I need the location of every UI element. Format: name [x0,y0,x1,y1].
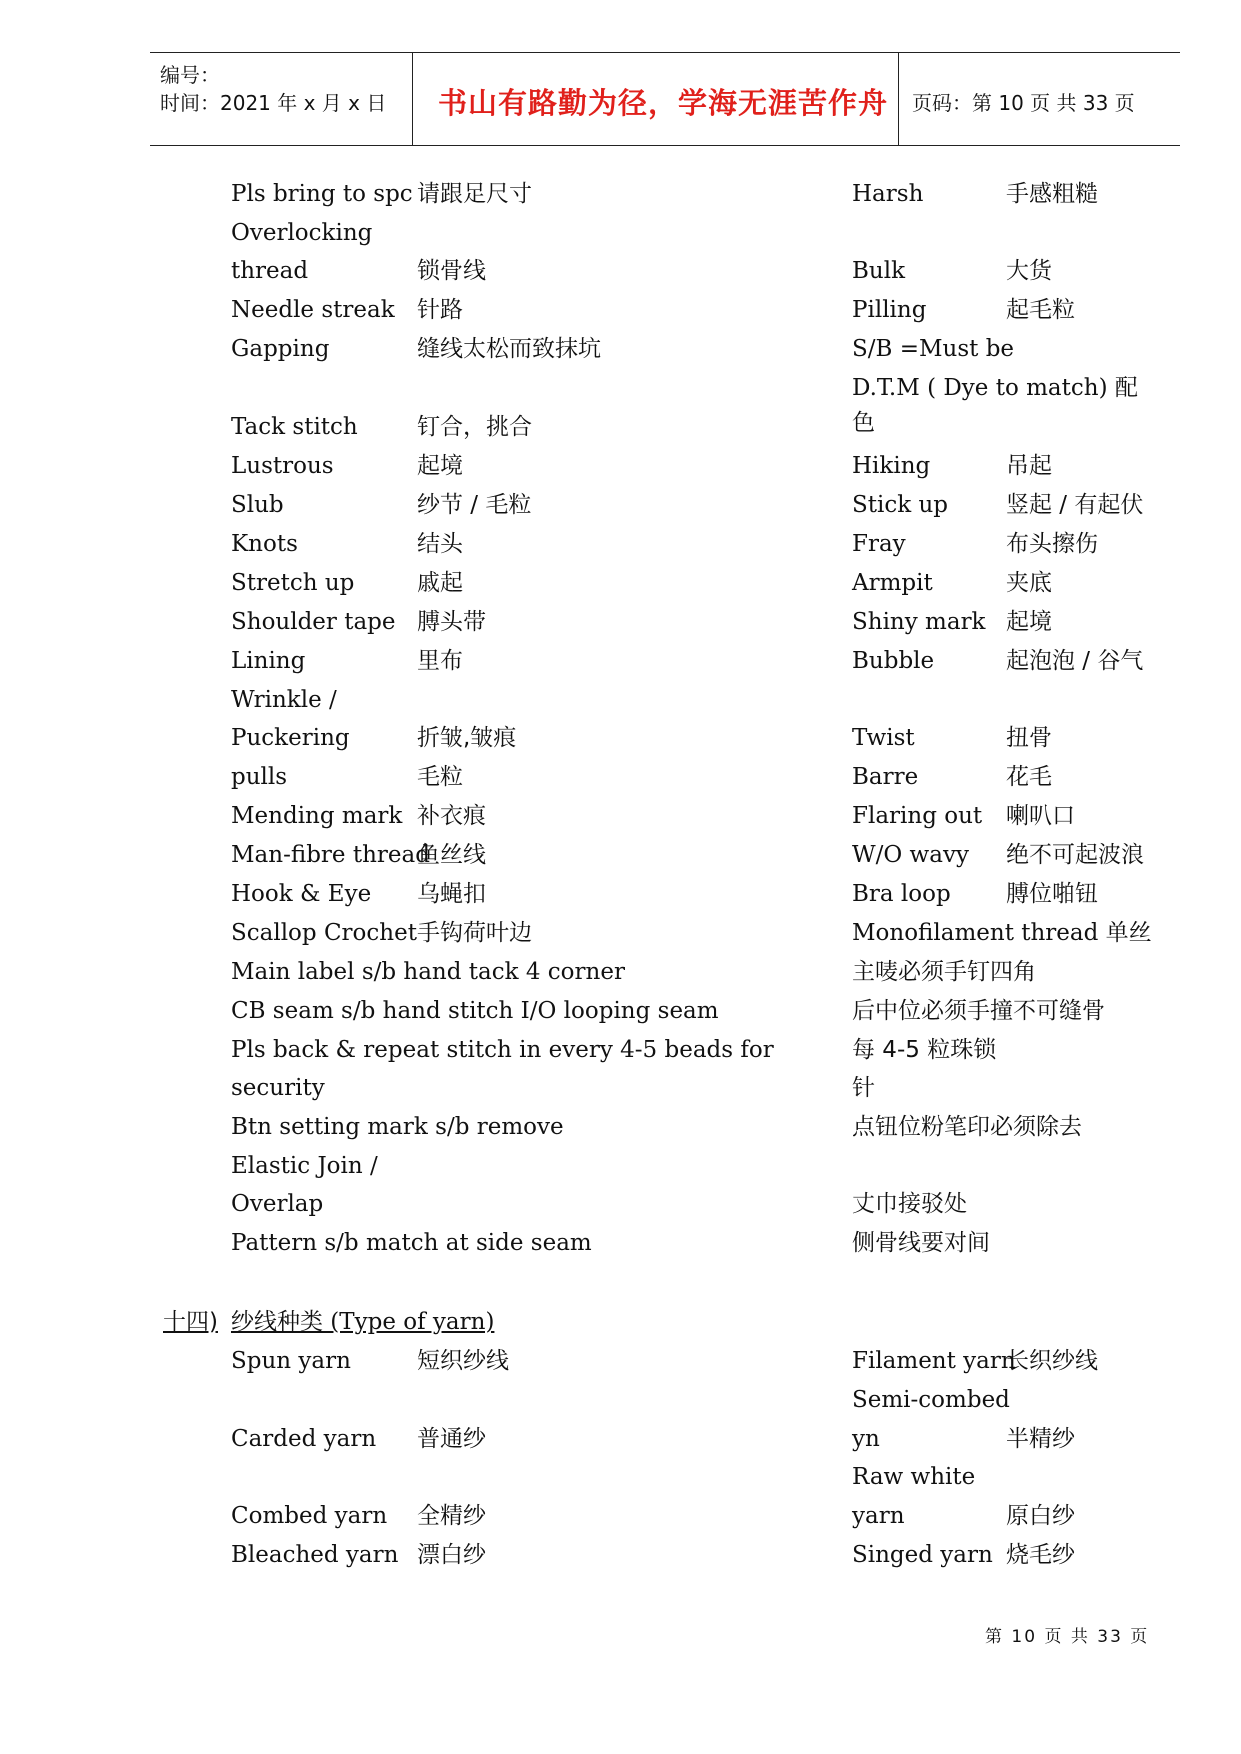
phrase-zh: 每 4-5 粒珠锁 [852,1037,997,1063]
phrase-zh: 主唛必须手钉四角 [852,959,1036,985]
term-en: Pls bring to spc [231,181,413,207]
yarn-zh: 烧毛纱 [1006,1542,1075,1568]
term-en: Flaring out [852,803,983,829]
term-en: thread [231,258,309,284]
phrase-en: Pls back & repeat stitch in every 4-5 beads for [231,1037,774,1063]
term-zh: 起毛粒 [1006,297,1075,323]
term-en: Scallop Crochet [231,920,417,946]
term-en: Stick up [852,492,949,518]
term-en: D.T.M ( Dye to match) 配 [852,375,1138,401]
phrase-zh: 侧骨线要对间 [852,1230,990,1256]
term-en: Hook & Eye [231,881,372,907]
phrase-en: Overlap [231,1191,324,1217]
term-en: Stretch up [231,570,355,596]
term-zh: 补衣痕 [417,803,486,829]
term-zh: 花毛 [1006,764,1052,790]
term-zh: 鱼丝线 [417,842,486,868]
phrase-en: Btn setting mark s/b remove [231,1114,564,1140]
phrase-en: security [231,1075,325,1101]
term-zh: 布头擦伤 [1006,531,1098,557]
term-zh: 请跟足尺寸 [417,181,532,207]
term-zh: 竖起 / 有起伏 [1006,492,1144,518]
term-en: Lustrous [231,453,334,479]
term-zh: 夹底 [1006,570,1052,596]
section-number: 十四) [163,1309,218,1335]
term-zh: 里布 [417,648,463,674]
yarn-zh: 半精纱 [1006,1426,1075,1452]
term-zh: 乌蝇扣 [417,881,486,907]
term-en: Hiking [852,453,931,479]
term-en: Knots [231,531,298,557]
page-header [150,52,1180,146]
term-en: Lining [231,648,306,674]
yarn-zh: 全精纱 [417,1503,486,1529]
yarn-en: Bleached yarn [231,1542,399,1568]
header-meta [160,61,386,117]
term-zh: 毛粒 [417,764,463,790]
term-en: Shoulder tape [231,609,396,635]
yarn-en: Spun yarn [231,1348,351,1374]
term-zh: 大货 [1006,258,1052,284]
yarn-zh: 普通纱 [417,1426,486,1452]
term-zh: 起泡泡 / 谷气 [1006,648,1144,674]
term-en: Man-fibre thread [231,842,430,868]
yarn-zh: 短织纱线 [417,1348,509,1374]
term-zh: 锁骨线 [417,258,486,284]
term-en: Pilling [852,297,927,323]
term-en: Gapping [231,336,330,362]
term-en: Harsh [852,181,924,207]
yarn-en: Combed yarn [231,1503,388,1529]
term-en: Armpit [852,570,933,596]
term-en: Tack stitch [231,414,358,440]
term-zh: 纱节 / 毛粒 [417,492,532,518]
yarn-zh: 原白纱 [1006,1503,1075,1529]
code-label: 编号： [160,63,220,87]
term-zh: 钉合，挑合 [417,414,532,440]
term-en: Fray [852,531,906,557]
phrase-en: Main label s/b hand tack 4 corner [231,959,625,985]
phrase-zh: 丈巾接驳处 [852,1191,967,1217]
term-en: Puckering [231,725,350,751]
term-en: Bubble [852,648,935,674]
term-en: W/O wavy [852,842,969,868]
phrase-en: CB seam s/b hand stitch I/O looping seam [231,998,719,1024]
term-zh: 起境 [417,453,463,479]
header-divider [898,53,899,145]
term-zh: 扭骨 [1006,725,1052,751]
phrase-en: Pattern s/b match at side seam [231,1230,592,1256]
term-zh: 手感粗糙 [1006,181,1098,207]
term-zh: 针路 [417,297,463,323]
section-title: 纱线种类 (Type of yarn) [231,1309,495,1335]
term-en: Shiny mark [852,609,986,635]
yarn-en: Semi-combed [852,1387,1010,1413]
header-motto: 书山有路勤为径，学海无涯苦作舟 [438,86,889,120]
term-en: Wrinkle / [231,687,337,713]
term-en: Bulk [852,258,906,284]
term-zh: 色 [852,410,875,436]
yarn-zh: 长织纱线 [1006,1348,1098,1374]
yarn-en: Filament yarn [852,1348,1016,1374]
term-en: Slub [231,492,284,518]
term-en: Mending mark [231,803,403,829]
yarn-en: yarn [852,1503,905,1529]
term-en: pulls [231,764,288,790]
phrase-zh: 点钮位粉笔印必须除去 [852,1114,1082,1140]
term-en: Barre [852,764,919,790]
yarn-zh: 漂白纱 [417,1542,486,1568]
term-en: Monofilament thread 单丝 [852,920,1152,946]
term-en: S/B =Must be [852,336,1015,362]
term-en: Bra loop [852,881,951,907]
term-zh: 膊头带 [417,609,486,635]
term-zh: 起境 [1006,609,1052,635]
header-page-number: 页码：第 10 页 共 33 页 [912,91,1135,115]
page-footer: 第 10 页 共 33 页 [985,1627,1150,1647]
term-zh: 缝线太松而致抹坑 [417,336,601,362]
header-divider [412,53,413,145]
term-zh: 手钩荷叶边 [417,920,532,946]
term-en: Overlocking [231,220,373,246]
term-en: Needle streak [231,297,395,323]
phrase-zh: 针 [852,1075,875,1101]
term-zh: 戚起 [417,570,463,596]
term-en: Twist [852,725,915,751]
yarn-en: yn [852,1426,880,1452]
term-zh: 折皱,皱痕 [417,725,517,751]
time-label: 时间：2021 年 x 月 x 日 [160,91,387,115]
phrase-en: Elastic Join / [231,1153,378,1179]
term-zh: 吊起 [1006,453,1052,479]
term-zh: 结头 [417,531,463,557]
term-zh: 绝不可起波浪 [1006,842,1144,868]
term-zh: 膊位啪钮 [1006,881,1098,907]
term-zh: 喇叭口 [1006,803,1075,829]
yarn-en: Carded yarn [231,1426,377,1452]
yarn-en: Raw white [852,1464,976,1490]
phrase-zh: 后中位必须手撞不可缝骨 [852,998,1105,1024]
yarn-en: Singed yarn [852,1542,993,1568]
